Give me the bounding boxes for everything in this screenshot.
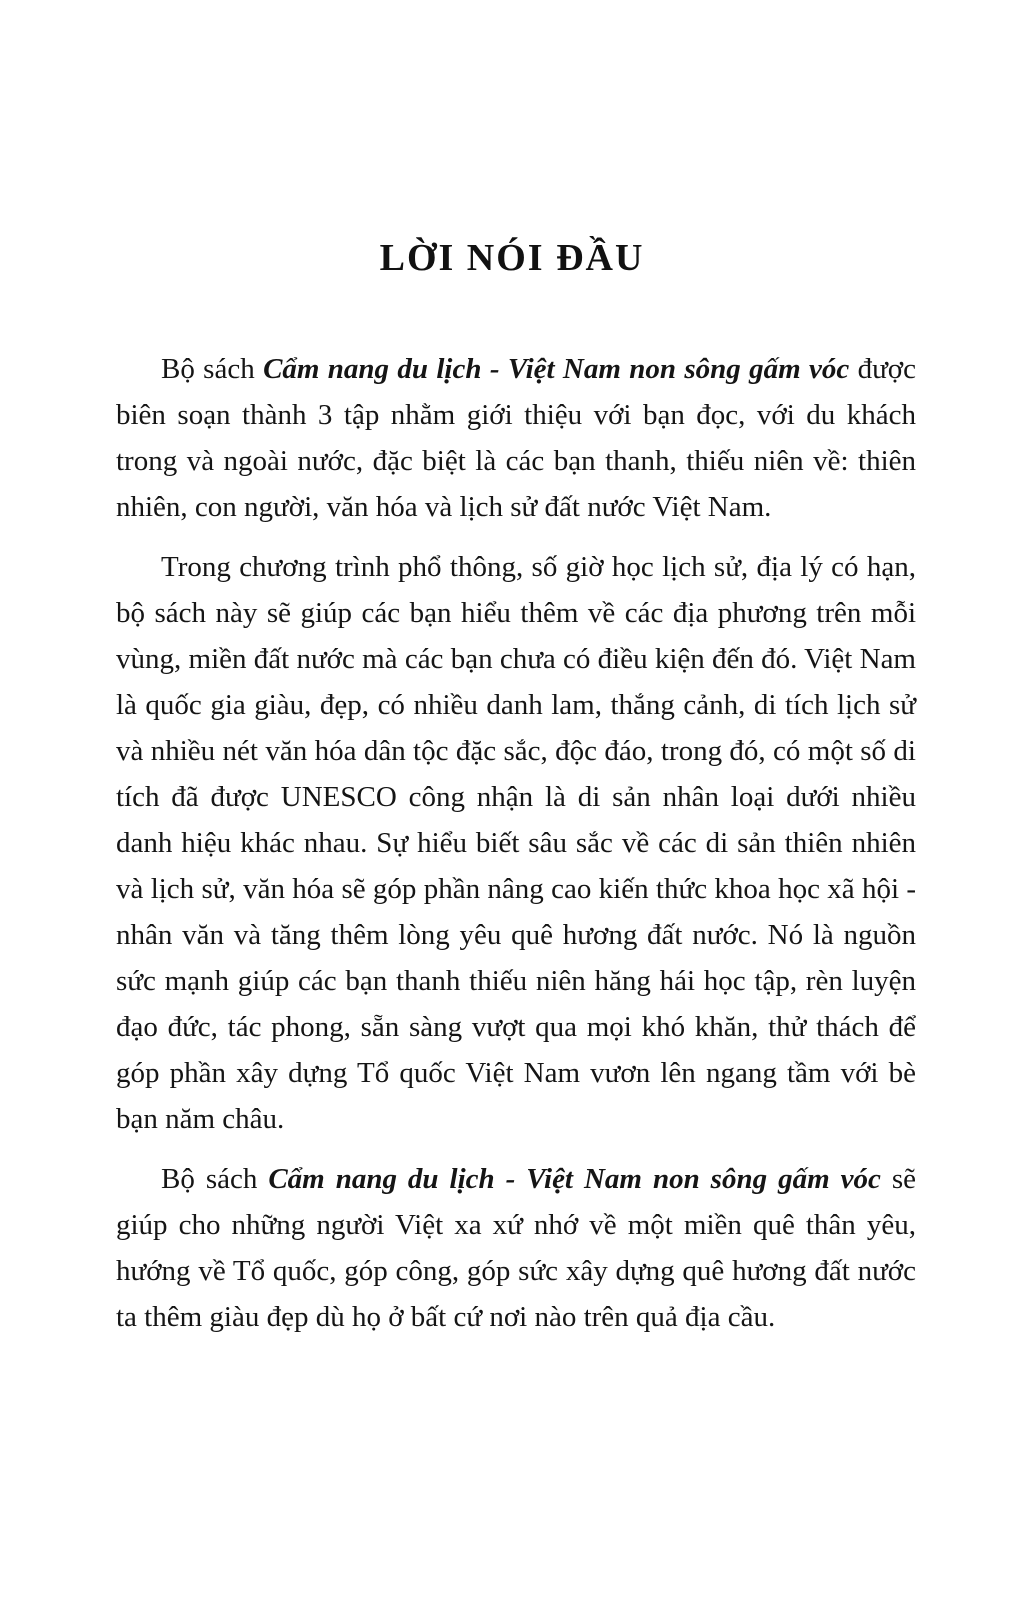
page-body	[116, 346, 916, 1340]
paragraph-3-text: Bộ sách	[161, 1162, 269, 1195]
page-title: LỜI NÓI ĐẦU	[379, 237, 645, 279]
paragraph-1	[116, 346, 916, 530]
paragraph-1-text: được biên soạn thành 3 tập nhằm giới thiệu với bạn đọc, với du khách trong và ngoài nước, đặc biệt là các bạn thanh, thiếu niên về: thiên nhiên, con người, văn hóa và lịch sử đất nước Việt Nam.	[116, 352, 916, 523]
paragraph-2-text: Trong chương trình phổ thông, số giờ học lịch sử, địa lý có hạn, bộ sách này sẽ giúp các bạn hiểu thêm về các địa phương trên mỗi vùng, miền đất nước mà các bạn chưa có điều kiện đến đó. Việt Nam là quốc gia giàu, đẹp, có nhiều danh lam, thắng cảnh, di tích lịch sử và nhiều nét văn hóa dân tộc đặc sắc, độc đáo, trong đó, có một số di tích đã được UNESCO công nhận là di sản nhân loại dưới nhiều danh hiệu khác nhau. Sự hiểu biết sâu sắc về các di sản thiên nhiên và lịch sử, văn hóa sẽ góp phần nâng cao kiến thức khoa học xã hội - nhân văn và tăng thêm lòng yêu quê hương đất nước. Nó là nguồn sức mạnh giúp các bạn thanh thiếu niên hăng hái học tập, rèn luyện đạo đức, tác phong, sẵn sàng vượt qua mọi khó khăn, thử thách để góp phần xây dựng Tổ quốc Việt Nam vươn lên ngang tầm với bè bạn năm châu.	[116, 550, 916, 1135]
paragraph-3	[116, 1156, 916, 1340]
book-title-emphasis: Cẩm nang du lịch - Việt Nam non sông gấm vóc	[268, 1162, 881, 1195]
paragraph-3-text: sẽ giúp cho những người Việt xa xứ nhớ về một miền quê thân yêu, hướng về Tổ quốc, góp công, góp sức xây dựng quê hương đất nước ta thêm giàu đẹp dù họ ở bất cứ nơi nào trên quả địa cầu.	[116, 1162, 916, 1333]
paragraph-2	[116, 544, 916, 1142]
book-title-emphasis: Cẩm nang du lịch - Việt Nam non sông gấm vóc	[263, 352, 850, 385]
paragraph-1-text: Bộ sách	[161, 352, 264, 385]
